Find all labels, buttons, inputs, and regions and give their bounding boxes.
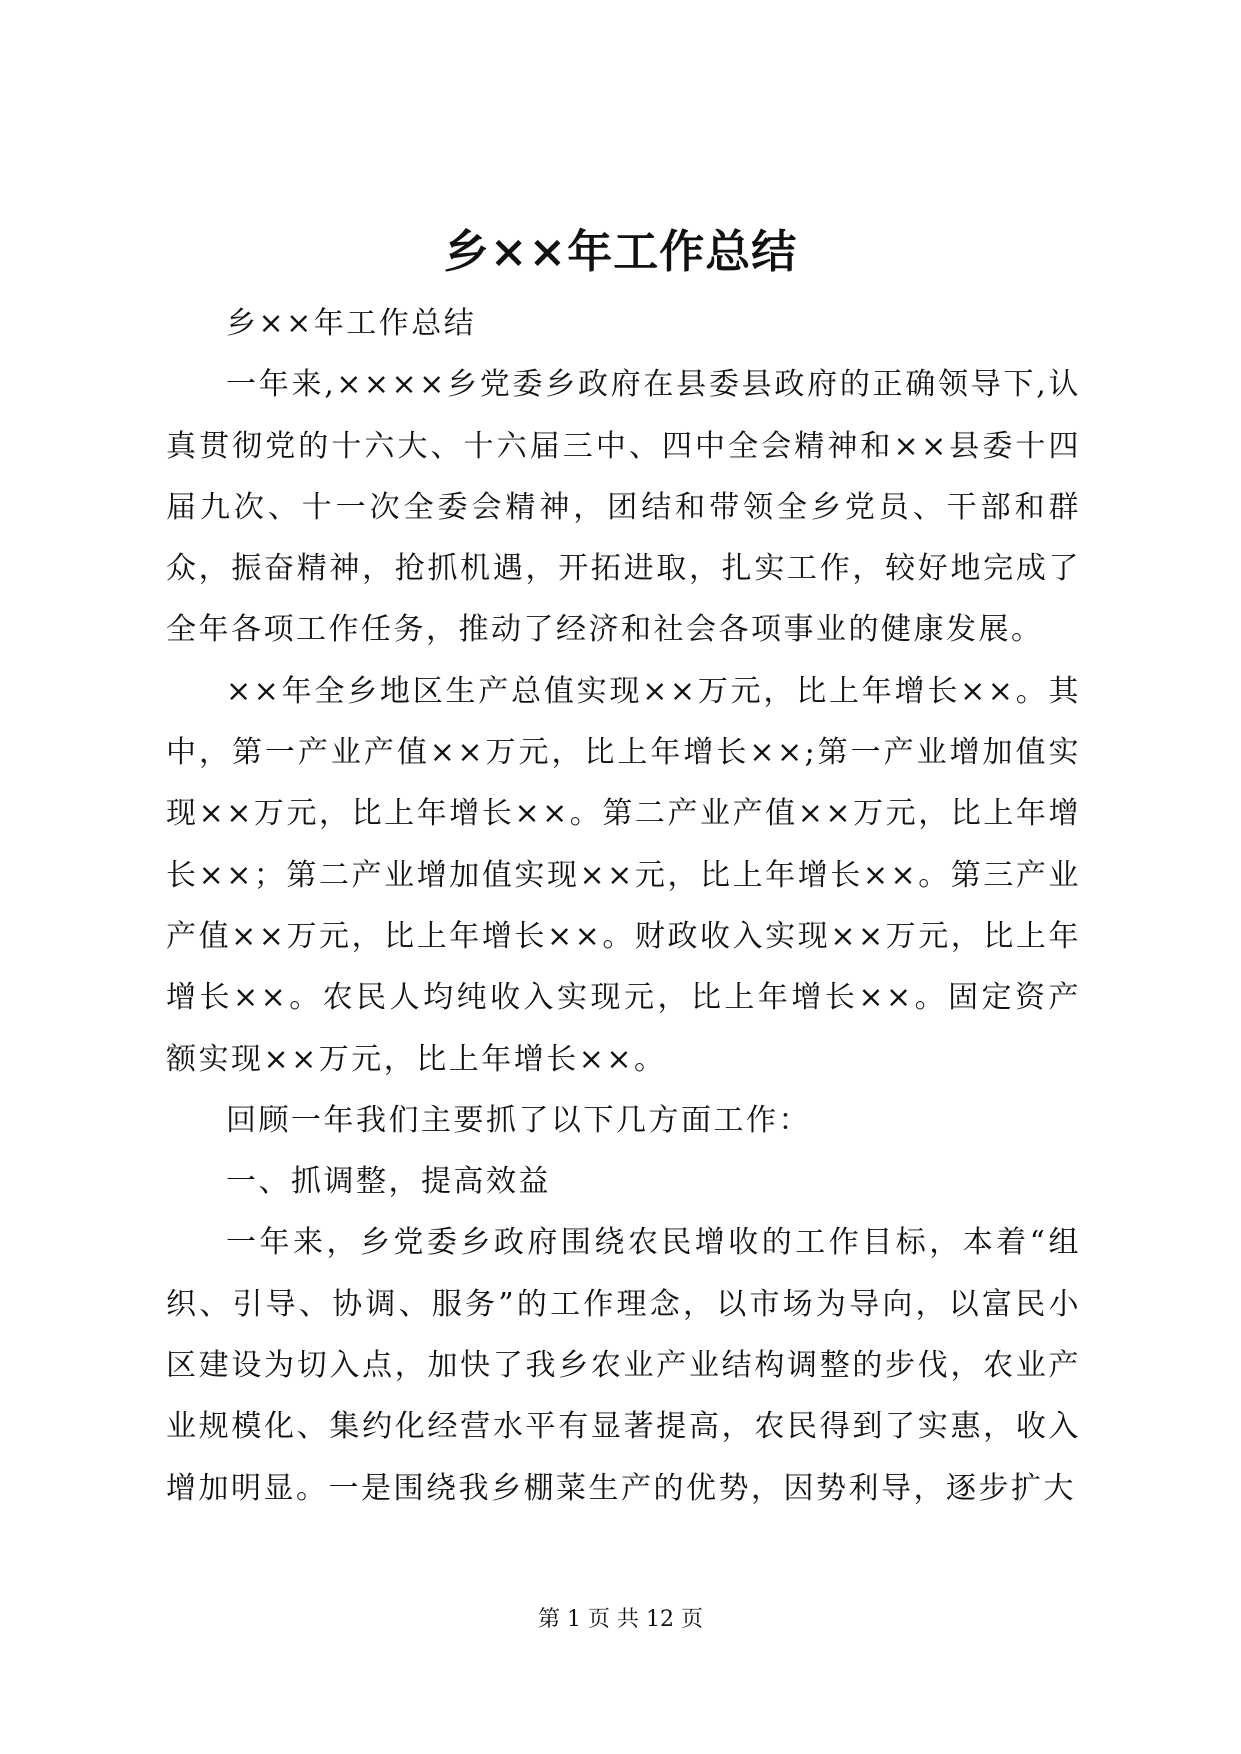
paragraph-intro: 一年来,××××乡党委乡政府在县委县政府的正确领导下,认真贯彻党的十六大、十六届三中、四中全会精神和××县委十四届九次、十一次全委会精神，团结和带领全乡党员、干部和群众，振奋精神，抢抓机遇，开拓进取，扎实工作，较好地完成了全年各项工作任务，推动了经济和社会各项事业的健康发展。 bbox=[166, 367, 1081, 648]
paragraph-subtitle: 乡××年工作总结 bbox=[226, 306, 477, 341]
section-heading-adjustment: 一、抓调整，提高效益 bbox=[226, 1164, 551, 1200]
paragraph-statistics: ××年全乡地区生产总值实现××万元，比上年增长××。其中，第一产业产值××万元，比上年增长××;第一产业增加值实现××万元，比上年增长××。第二产业产值××万元，比上年增长××；第二产业增加值实现××元，比上年增长××。第三产业产值××万元，比上年增长××。财政收入实现××万元，比上年增长××。农民人均纯收入实现元，比上年增长××。固定资产额实现××万元，比上年增长××。 bbox=[166, 673, 1081, 1077]
page-number-footer: 第 1 页 共 12 页 bbox=[538, 1607, 703, 1632]
document-title: 乡××年工作总结 bbox=[443, 225, 798, 278]
paragraph-adjustment: 一年来，乡党委乡政府围绕农民增收的工作目标，本着“组织、引导、协调、服务”的工作理念，以市场为导向，以富民小区建设为切入点，加快了我乡农业产业结构调整的步伐，农业产业规模化、集约化经营水平有显著提高，农民得到了实惠，收入增加明显。一是围绕我乡棚菜生产的优势，因势利导，逐步扩大 bbox=[166, 1225, 1081, 1506]
paragraph-review: 回顾一年我们主要抓了以下几方面工作： bbox=[226, 1102, 811, 1138]
document-body bbox=[166, 293, 1081, 1519]
